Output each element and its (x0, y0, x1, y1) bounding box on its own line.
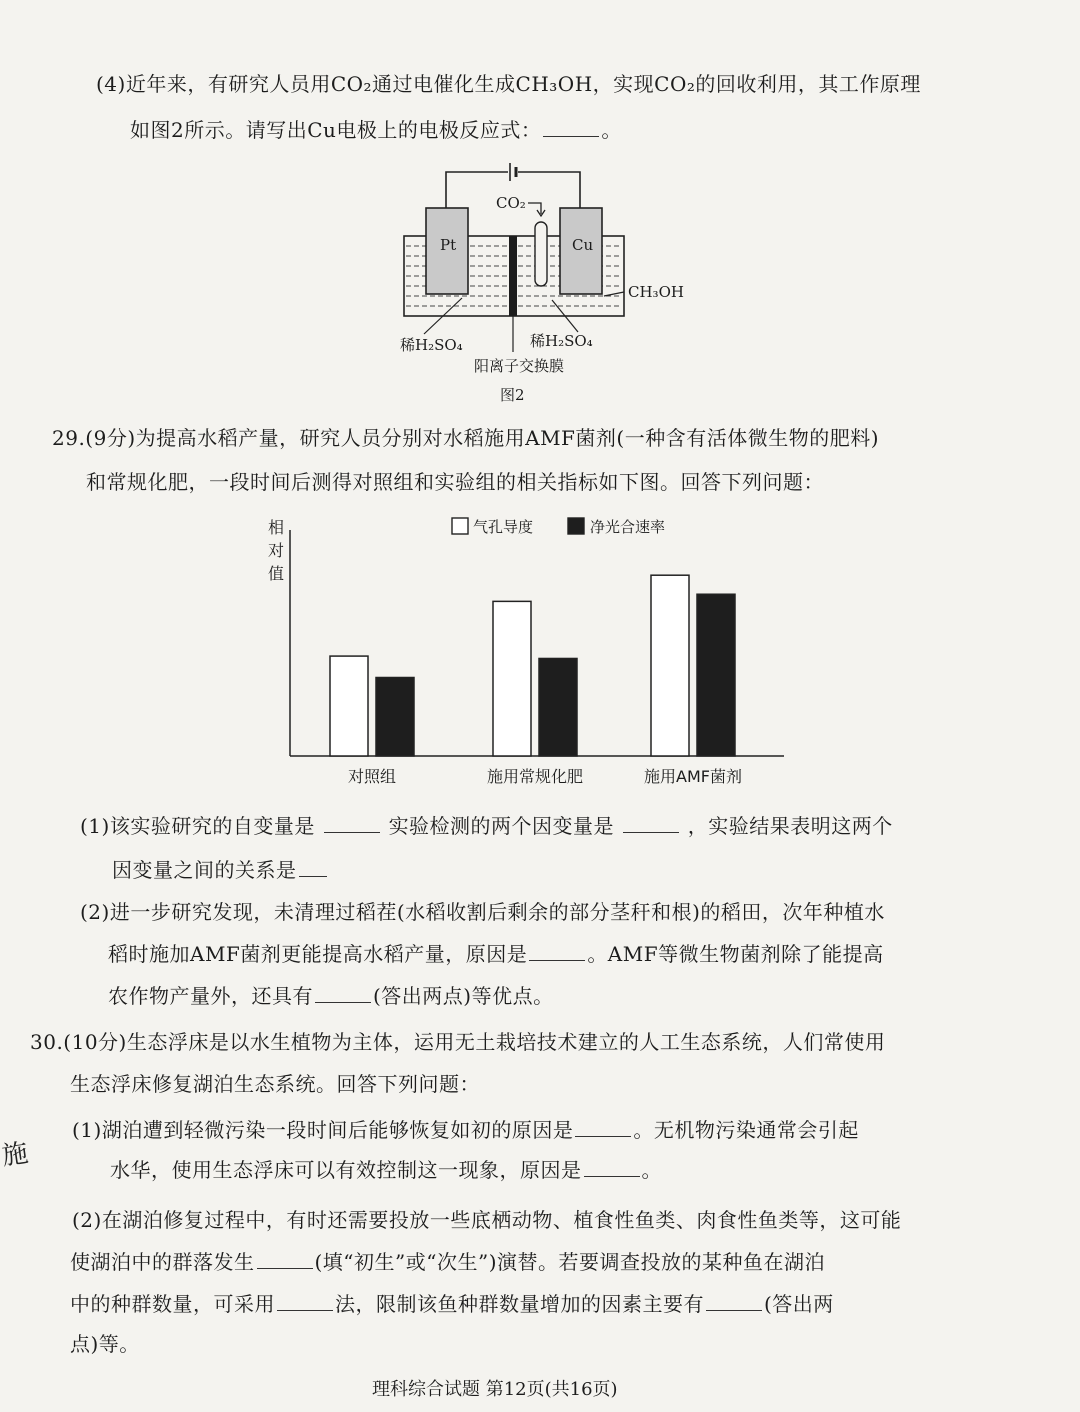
chart-legend (452, 518, 665, 536)
bar-net-photosynthesis-2 (539, 658, 577, 756)
q30-part2-line-2 (70, 1248, 825, 1276)
q30-line-1: 30.(10分)生态浮床是以水生植物为主体，运用无土栽培技术建立的人工生态系统，人们常使用 (30, 1030, 886, 1054)
legend-swatch-net-photosynthesis (568, 518, 584, 534)
bar-stomatal-conductance-3 (651, 575, 689, 756)
q30-part2-line-1: (2)在湖泊修复过程中，有时还需要投放一些底栖动物、植食性鱼类、肉食性鱼类等，这可能 (72, 1208, 902, 1232)
bar-net-photosynthesis-1 (376, 677, 414, 756)
y-axis-label-char-1: 相 (268, 518, 285, 537)
answer-blank[interactable] (623, 814, 679, 833)
x-tick-label-2: 施用常规化肥 (486, 767, 584, 786)
cu-label: Cu (572, 236, 594, 254)
legend-swatch-stomatal-conductance (452, 518, 468, 534)
q4-line-2-text: 如图2所示。请写出Cu电极上的电极反应式： (130, 118, 542, 142)
q30-p2-text-b: (填“初生”或“次生”)演替。若要调查投放的某种鱼在湖泊 (314, 1250, 826, 1274)
q30-p2-text-d: 法，限制该鱼种群数量增加的因素主要有 (335, 1292, 704, 1316)
q30-p1-text-a: (1)湖泊遭到轻微污染一段时间后能够恢复如初的原因是 (72, 1118, 574, 1142)
q29-p2-text-a: 稻时施加AMF菌剂更能提高水稻产量，原因是 (108, 942, 528, 966)
answer-blank[interactable] (575, 1118, 631, 1137)
x-tick-label-1: 对照组 (347, 767, 397, 786)
answer-blank[interactable] (584, 1158, 640, 1177)
answer-blank[interactable] (315, 984, 371, 1003)
q29-p1-text-c: ，实验结果表明这两个 (687, 814, 893, 838)
q29-p1-text-a: (1)该实验研究的自变量是 (80, 814, 315, 838)
legend-label-stomatal-conductance: 气孔导度 (473, 518, 534, 536)
q29-part1-line-2 (112, 856, 329, 884)
q29-p2-text-c: 农作物产量外，还具有 (108, 984, 313, 1008)
q30-p1-text-d: 。 (641, 1158, 662, 1182)
co2-label: CO₂ (496, 194, 526, 212)
bar-stomatal-conductance-1 (330, 656, 368, 756)
q4-line-2-end: 。 (601, 118, 622, 142)
q29-line-2: 和常规化肥，一段时间后测得对照组和实验组的相关指标如下图。回答下列问题： (86, 470, 824, 494)
legend-label-net-photosynthesis: 净光合速率 (590, 518, 666, 536)
q29-p2-text-b: 。AMF等微生物菌剂除了能提高 (587, 942, 884, 966)
answer-blank[interactable] (324, 814, 380, 833)
answer-blank[interactable] (299, 858, 327, 877)
q30-part1-line-2 (110, 1156, 662, 1184)
q4-line-1: (4)近年来，有研究人员用CO₂通过电催化生成CH₃OH，实现CO₂的回收利用，其工作原理 (96, 72, 921, 96)
q29-part2-line-1: (2)进一步研究发现，未清理过稻茬(水稻收割后剩余的部分茎秆和根)的稻田，次年种植水 (80, 900, 885, 924)
y-axis-label-char-2: 对 (268, 541, 285, 560)
pt-label: Pt (440, 236, 457, 254)
y-axis-label-char-3: 值 (268, 564, 285, 583)
q30-p2-text-c: 中的种群数量，可采用 (70, 1292, 275, 1316)
left-solution-label: 稀H₂SO₄ (400, 336, 463, 354)
ch3oh-label: CH₃OH (628, 283, 684, 301)
answer-blank[interactable] (257, 1250, 313, 1269)
x-tick-labels (348, 767, 742, 786)
q29-p1-text-b: 实验检测的两个因变量是 (388, 814, 615, 838)
bar-group (330, 575, 735, 756)
x-tick-label-3: 施用AMF菌剂 (644, 767, 742, 786)
right-solution-label: 稀H₂SO₄ (530, 332, 593, 350)
answer-blank[interactable] (277, 1292, 333, 1311)
q30-p2-text-a: 使湖泊中的群落发生 (70, 1250, 255, 1274)
q30-p1-text-c: 水华，使用生态浮床可以有效控制这一现象，原因是 (110, 1158, 582, 1182)
membrane-label: 阳离子交换膜 (474, 357, 565, 375)
q29-p2-text-d: (答出两点)等优点。 (373, 984, 554, 1008)
handwritten-margin-note: 施 (0, 1138, 30, 1172)
q29-p1-text-d: 因变量之间的关系是 (112, 858, 297, 882)
page-footer: 理科综合试题 第12页(共16页) (372, 1379, 618, 1400)
q30-part2-line-3 (70, 1290, 834, 1318)
q29-line-1: 29.(9分)为提高水稻产量，研究人员分别对水稻施用AMF菌剂(一种含有活体微生物的肥料) (52, 426, 880, 450)
q29-part1-line-1 (80, 812, 893, 840)
q30-line-2: 生态浮床修复湖泊生态系统。回答下列问题： (70, 1072, 480, 1096)
figure-caption: 图2 (500, 386, 525, 404)
answer-blank[interactable] (706, 1292, 762, 1311)
q30-part2-line-4: 点)等。 (70, 1332, 140, 1356)
q30-part1-line-1 (72, 1116, 859, 1144)
bar-stomatal-conductance-2 (493, 601, 531, 756)
q30-p2-text-e: (答出两 (764, 1292, 834, 1316)
bar-net-photosynthesis-3 (697, 594, 735, 756)
q30-p1-text-b: 。无机物污染通常会引起 (633, 1118, 859, 1142)
q29-part2-line-3 (108, 982, 554, 1010)
answer-blank[interactable] (529, 942, 585, 961)
q29-part2-line-2 (108, 940, 884, 968)
